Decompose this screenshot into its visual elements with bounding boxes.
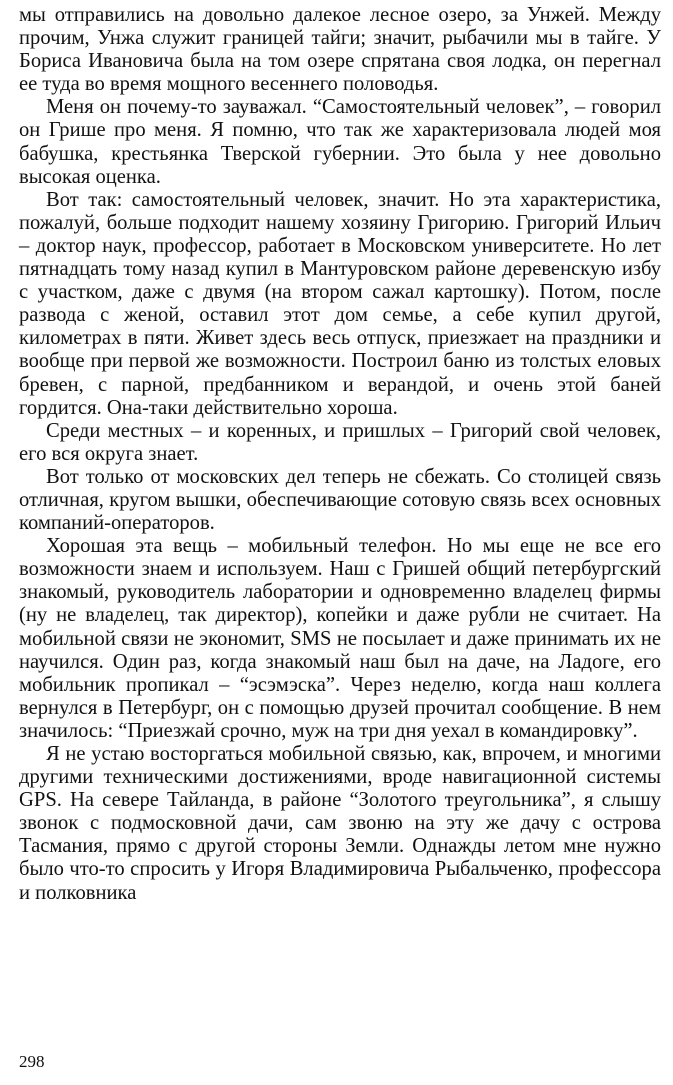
page-number: 298 <box>19 1052 45 1071</box>
paragraph: Вот только от московских дел теперь не сбежать. Со столицей связь отличная, кругом вышки, обеспечивающие сотовую связь всех основных компаний-операторов. <box>19 465 661 535</box>
body-text <box>19 4 661 905</box>
paragraph: Среди местных – и коренных, и пришлых – Григорий свой человек, его вся округа знает. <box>19 419 661 465</box>
paragraph: Хорошая эта вещь – мобильный телефон. Но мы еще не все его возможности знаем и используем. Наш с Гришей общий петербургский знакомый, руководитель лаборатории и одновременно владелец фирмы (ну не владелец, так директор), копейки и даже рубли не считает. На мобильной связи не экономит, SMS не посылает и даже принимать их не научился. Один раз, когда знакомый наш был на даче, на Ладоге, его мобильник пропикал – “эсэмэска”. Через неделю, когда наш коллега вернулся в Петербург, он с помощью друзей прочитал сообщение. В нем значилось: “Приезжай срочно, муж на три дня уехал в командировку”. <box>19 535 661 742</box>
paragraph: мы отправились на довольно далекое лесное озеро, за Унжей. Между прочим, Унжа служит границей тайги; значит, рыбачили мы в тайге. У Бориса Ивановича была на том озере спрятана своя лодка, он перегнал ее туда во время мощного весеннего половодья. <box>19 4 661 96</box>
paragraph: Я не устаю восторгаться мобильной связью, как, впрочем, и многими другими техническими достижениями, вроде навигационной системы GPS. На севере Тайланда, в районе “Золотого треугольника”, я слышу звонок с подмосковной дачи, сам звоню на эту же дачу с острова Тасмания, прямо с другой стороны Земли. Однажды летом мне нужно было что-то спросить у Игоря Владимировича Рыбальченко, профессора и полковника <box>19 743 661 904</box>
paragraph: Вот так: самостоятельный человек, значит. Но эта характеристика, пожалуй, больше подходит нашему хозяину Григорию. Григорий Ильич – доктор наук, профессор, работает в Московском университете. Но лет пятнадцать тому назад купил в Мантуровском районе деревенскую избу с участком, даже с двумя (на втором сажал картошку). Потом, после развода с женой, оставил этот дом семье, а себе купил другой, километрах в пяти. Живет здесь весь отпуск, приезжает на праздники и вообще при первой же возможности. Построил баню из толстых еловых бревен, с парной, предбанником и верандой, и очень этой баней гордится. Она-таки действительно хороша. <box>19 188 661 419</box>
paragraph: Меня он почему-то зауважал. “Самостоятельный человек”, – говорил он Грише про меня. Я помню, что так же характеризовала людей моя бабушка, крестьянка Тверской губернии. Это была у нее довольно высокая оценка. <box>19 96 661 188</box>
